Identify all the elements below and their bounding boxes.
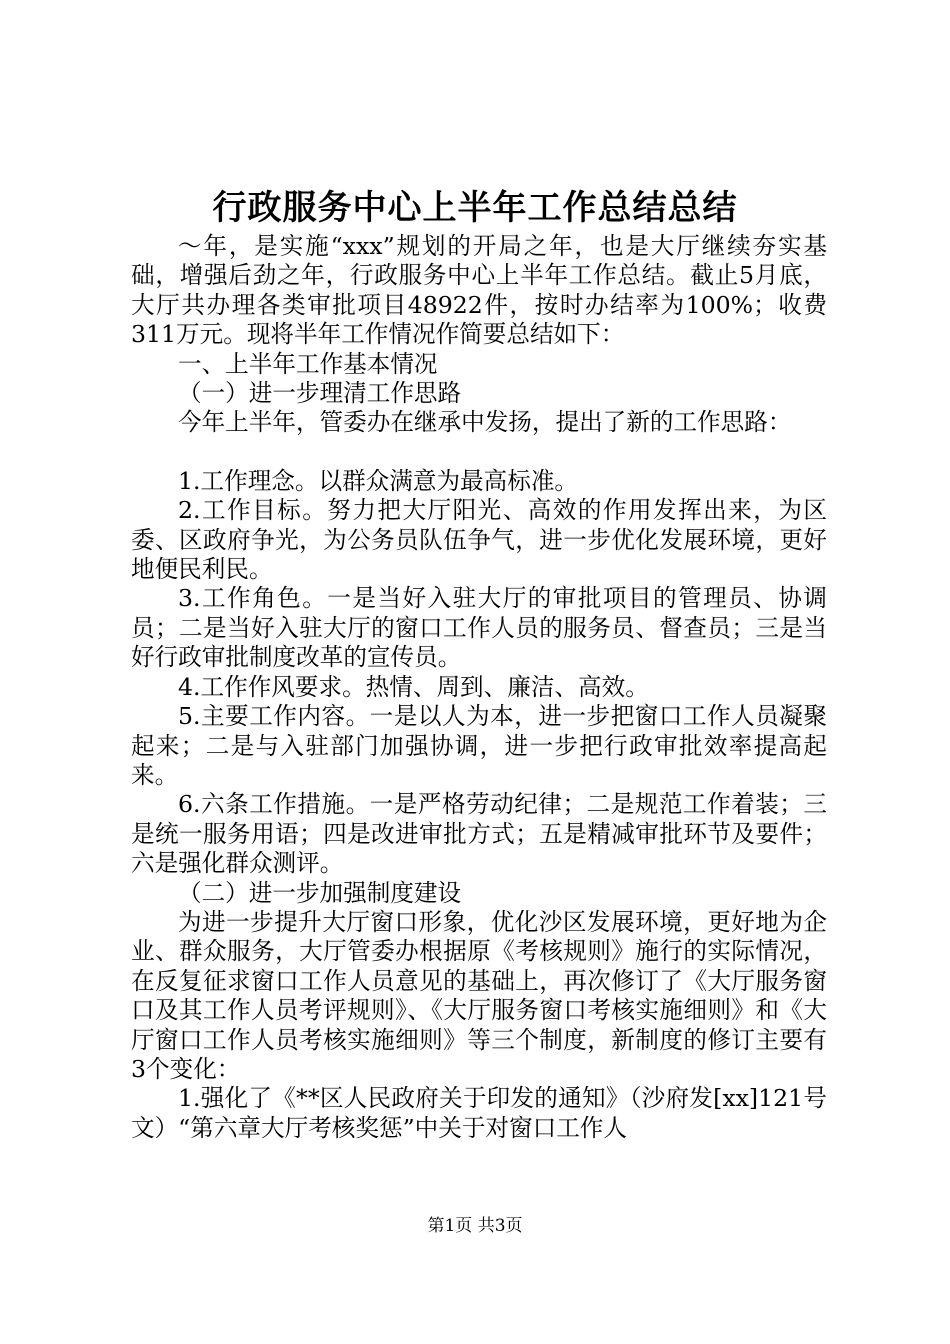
body-paragraph: 今年上半年，管委办在继承中发扬，提出了新的工作思路：	[178, 408, 792, 437]
subsection-heading-1: （一）进一步理清工作思路	[178, 379, 462, 408]
list-item: 1.强化了《**区人民政府关于印发的通知》（沙府发[xx]121号文）“第六章大厅考核奖惩”中关于对窗口工作人	[131, 1084, 827, 1142]
list-item: 2.工作目标。努力把大厅阳光、高效的作用发挥出来，为区委、区政府争光，为公务员队伍争气，进一步优化发展环境，更好地便民利民。	[131, 496, 827, 584]
body-paragraph: 为进一步提升大厅窗口形象，优化沙区发展环境，更好地为企业、群众服务，大厅管委办根据原《考核规则》施行的实际情况，在反复征求窗口工作人员意见的基础上，再次修订了《大厅服务窗口及其工作人员考评规则》、《大厅服务窗口考核实施细则》和《大厅窗口工作人员考核实施细则》等三个制度，新制度的修订主要有3个变化：	[131, 907, 827, 1083]
list-item: 6.六条工作措施。一是严格劳动纪律；二是规范工作着装；三是统一服务用语；四是改进审批方式；五是精减审批环节及要件；六是强化群众测评。	[131, 790, 827, 878]
subsection-heading-2: （二）进一步加强制度建设	[178, 878, 462, 907]
list-item: 1.工作理念。以群众满意为最高标准。	[178, 466, 579, 495]
intro-paragraph: ～年，是实施“xxx”规划的开局之年，也是大厅继续夯实基础，增强后劲之年，行政服务中心上半年工作总结。截止5月底，大厅共办理各类审批项目48922件，按时办结率为100%；收费311万元。现将半年工作情况作简要总结如下：	[131, 232, 827, 349]
list-item: 5.主要工作内容。一是以人为本，进一步把窗口工作人员凝聚起来；二是与入驻部门加强协调，进一步把行政审批效率提高起来。	[131, 702, 827, 789]
document-title: 行政服务中心上半年工作总结总结	[212, 188, 738, 228]
document-body	[131, 232, 827, 1143]
section-heading-1: 一、上半年工作基本情况	[178, 349, 438, 378]
page-number: 第1页 共3页	[427, 1216, 523, 1236]
list-item: 4.工作作风要求。热情、周到、廉洁、高效。	[178, 672, 649, 701]
list-item: 3.工作角色。一是当好入驻大厅的审批项目的管理员、协调员；二是当好入驻大厅的窗口工作人员的服务员、督查员；三是当好行政审批制度改革的宣传员。	[131, 584, 827, 672]
